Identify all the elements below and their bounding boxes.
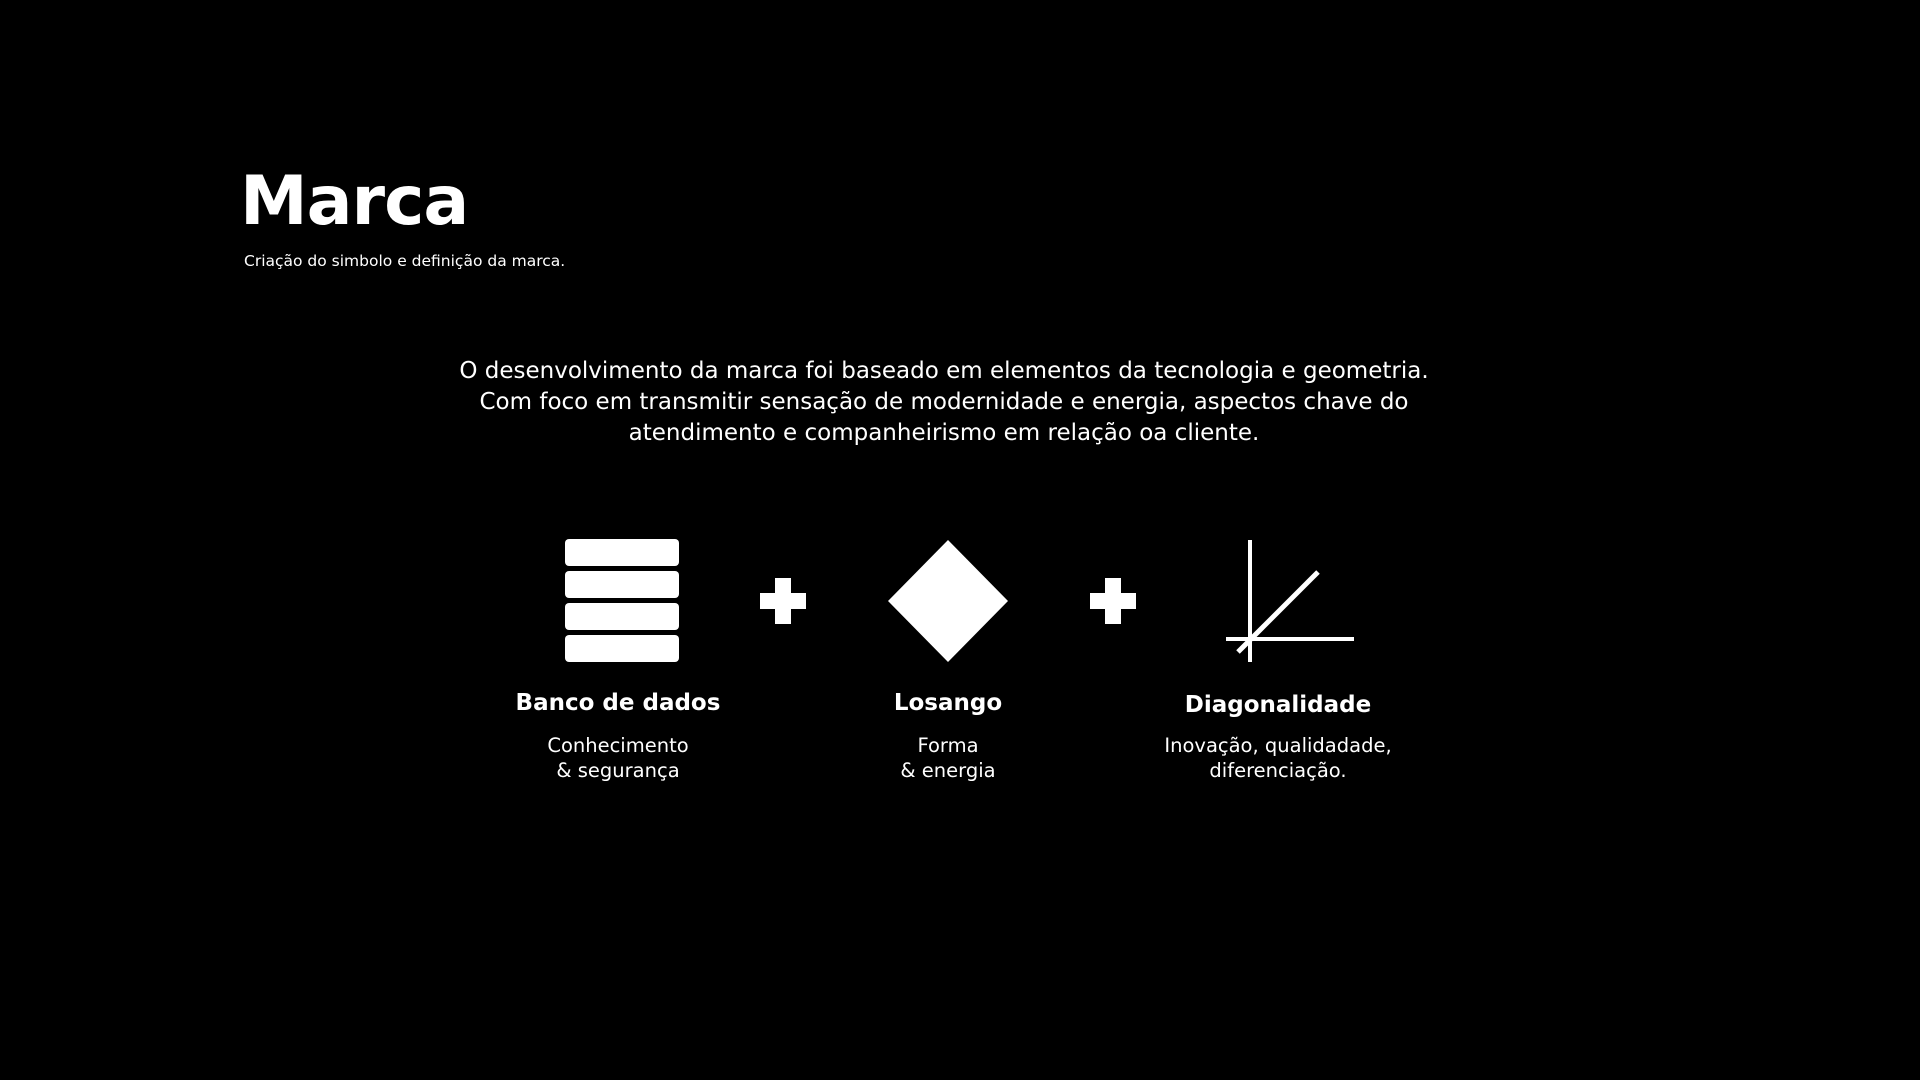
diagonal-axis-icon	[1224, 538, 1356, 664]
intro-paragraph	[360, 356, 1528, 449]
item-desc-line: Conhecimento	[547, 734, 689, 757]
item-desc-banco-de-dados	[448, 733, 788, 783]
item-title-diagonalidade: Diagonalidade	[1184, 692, 1372, 718]
item-desc-line: Forma	[917, 734, 979, 757]
slide-subtitle: Criação do simbolo e definição da marca.	[244, 252, 566, 270]
plus-icon	[760, 578, 806, 624]
item-title-losango: Losango	[893, 690, 1003, 716]
plus-icon	[1090, 578, 1136, 624]
diamond-icon	[886, 538, 1010, 664]
intro-line: atendimento e companheirismo em relação oa cliente.	[628, 420, 1260, 446]
item-desc-losango	[778, 733, 1118, 783]
item-desc-diagonalidade	[1108, 733, 1448, 783]
item-desc-line: Inovação, qualidadade,	[1164, 734, 1392, 757]
item-desc-line: & segurança	[556, 759, 680, 782]
item-title-banco-de-dados: Banco de dados	[515, 690, 721, 716]
intro-line: Com foco em transmitir sensação de modernidade e energia, aspectos chave do	[479, 389, 1409, 415]
intro-line: O desenvolvimento da marca foi baseado em elementos da tecnologia e geometria.	[459, 358, 1429, 384]
item-desc-line: & energia	[900, 759, 996, 782]
database-stack-icon	[564, 538, 680, 664]
item-desc-line: diferenciação.	[1209, 759, 1347, 782]
slide-title: Marca	[240, 162, 469, 241]
